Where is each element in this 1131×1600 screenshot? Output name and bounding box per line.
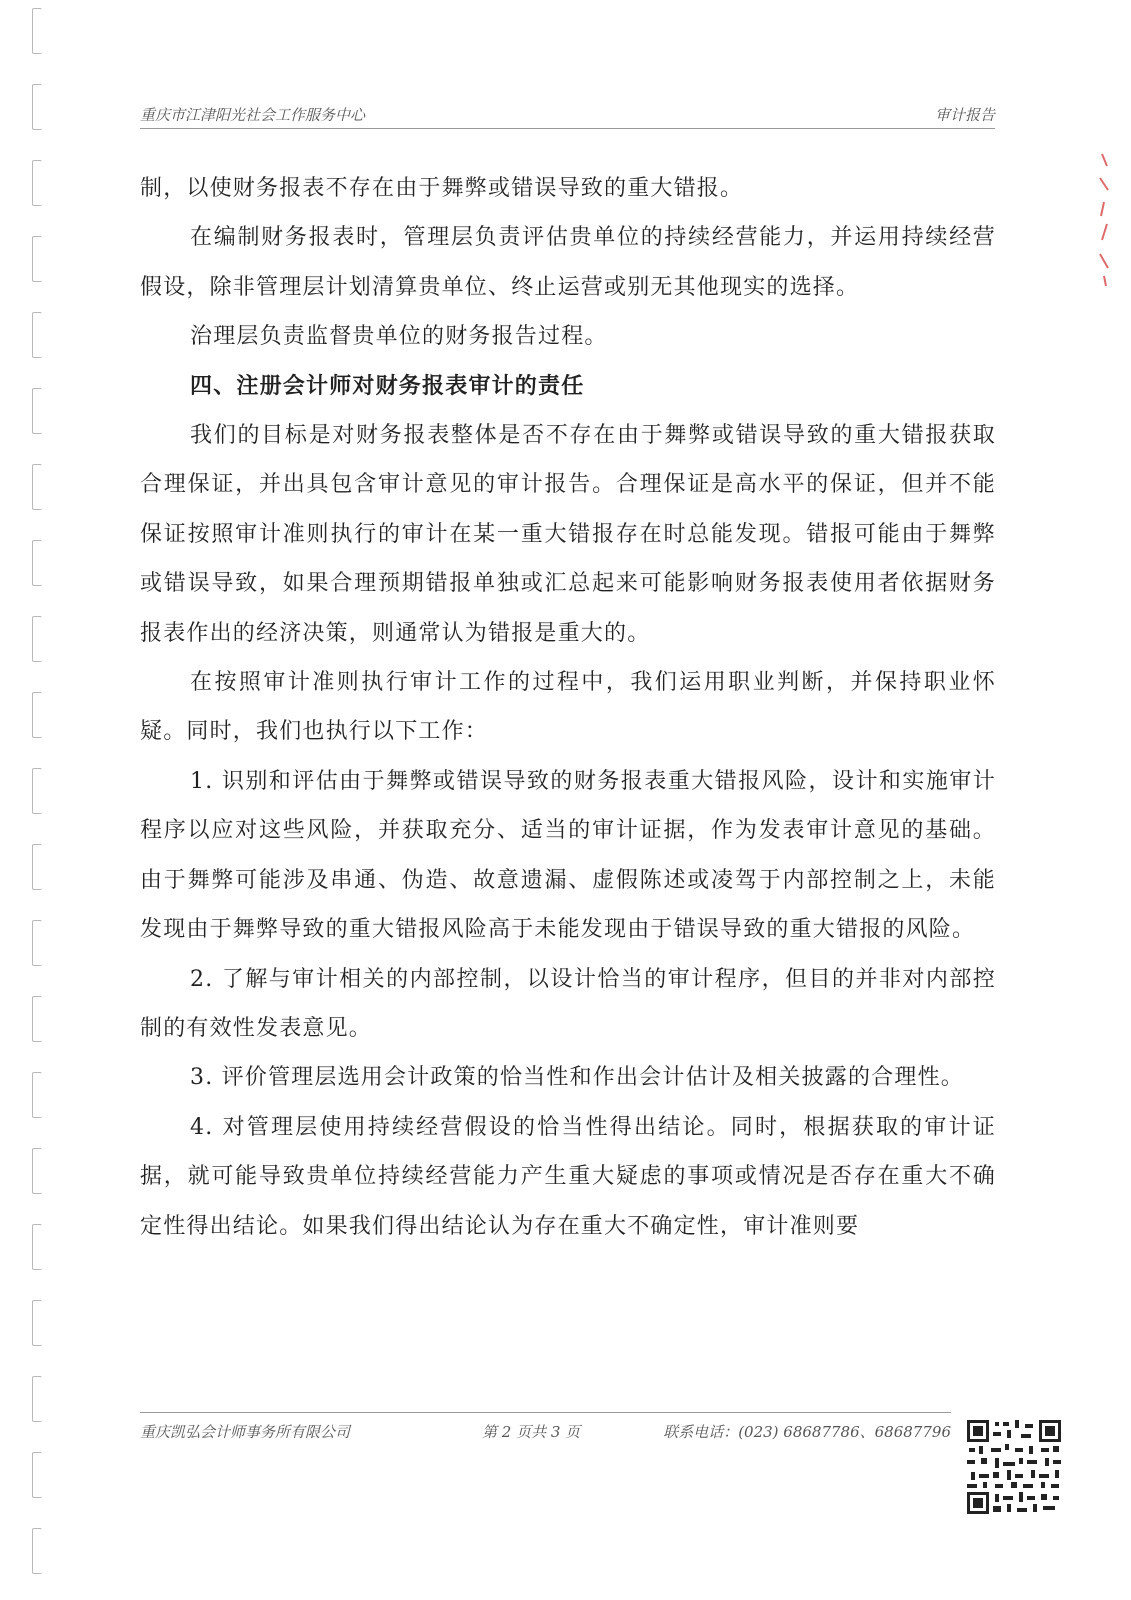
qr-code-icon [965, 1418, 1063, 1516]
binding-hole-icon [32, 1528, 42, 1574]
binding-hole-icon [32, 1376, 42, 1422]
binding-hole-icon [32, 1148, 42, 1194]
binding-hole-icon [32, 1300, 42, 1346]
binding-hole-icon [32, 844, 42, 890]
binding-hole-icon [32, 768, 42, 814]
paragraph-governance: 治理层负责监督贵单位的财务报告过程。 [190, 324, 608, 350]
binding-hole-icon [32, 236, 42, 282]
header-organization: 重庆市江津阳光社会工作服务中心 [140, 106, 366, 124]
footer-page-number: 第 2 页共 3 页 [482, 1423, 581, 1441]
report-body [140, 164, 996, 1251]
binding-hole-icon [32, 160, 42, 206]
binding-hole-icon [32, 388, 42, 434]
binding-hole-icon [32, 920, 42, 966]
list-item-2: 2. 了解与审计相关的内部控制，以设计恰当的审计程序，但目的并非对内部控制的有效性发表意见。 [140, 966, 996, 1041]
seal-stamp-edge [1098, 150, 1110, 290]
binding-hole-icon [32, 1224, 42, 1270]
paragraph-objective: 我们的目标是对财务报表整体是否不存在由于舞弊或错误导致的重大错报获取合理保证，并出具包含审计意见的审计报告。合理保证是高水平的保证，但并不能保证按照审计准则执行的审计在某一重大错报存在时总能发现。错报可能由于舞弊或错误导致，如果合理预期错报单独或汇总起来可能影响财务报表使用者依据财务报表作出的经济决策，则通常认为错报是重大的。 [140, 423, 996, 646]
section-heading: 四、注册会计师对财务报表审计的责任 [190, 372, 585, 399]
list-item-1: 1. 识别和评估由于舞弊或错误导致的财务报表重大错报风险，设计和实施审计程序以应对这些风险，并获取充分、适当的审计证据，作为发表审计意见的基础。由于舞弊可能涉及串通、伪造、故意遗漏、虚假陈述或凌驾于内部控制之上，未能发现由于舞弊导致的重大错报风险高于未能发现由于错误导致的重大错报的风险。 [140, 768, 996, 943]
binding-hole-icon [32, 8, 42, 54]
list-item-4: 4. 对管理层使用持续经营假设的恰当性得出结论。同时，根据获取的审计证据，就可能导致贵单位持续经营能力产生重大疑虑的事项或情况是否存在重大不确定性得出结论。如果我们得出结论认为存在重大不确定性，审计准则要 [140, 1114, 996, 1239]
binding-hole-icon [32, 1072, 42, 1118]
binding-hole-icon [32, 540, 42, 586]
paragraph-professional-judgment: 在按照审计准则执行审计工作的过程中，我们运用职业判断，并保持职业怀疑。同时，我们也执行以下工作： [140, 670, 996, 745]
list-item-3: 3. 评价管理层选用会计政策的恰当性和作出会计估计及相关披露的合理性。 [190, 1065, 964, 1091]
header-report-type: 审计报告 [934, 106, 995, 124]
binding-hole-icon [32, 464, 42, 510]
footer-firm: 重庆凯弘会计师事务所有限公司 [140, 1423, 351, 1441]
page-footer [140, 1412, 951, 1441]
paragraph-continuation: 制，以使财务报表不存在由于舞弊或错误导致的重大错报。 [140, 176, 744, 201]
binding-hole-icon [32, 84, 42, 130]
binding-hole-icon [32, 1452, 42, 1498]
binding-hole-icon [32, 616, 42, 662]
page-header [140, 100, 995, 129]
binding-hole-icon [32, 312, 42, 358]
paragraph-going-concern: 在编制财务报表时，管理层负责评估贵单位的持续经营能力，并运用持续经营假设，除非管理层计划清算贵单位、终止运营或别无其他现实的选择。 [140, 225, 996, 300]
binding-hole-icon [32, 996, 42, 1042]
binding-hole-icon [32, 692, 42, 738]
footer-contact: 联系电话：(023) 68687786、68687796 [663, 1423, 951, 1441]
